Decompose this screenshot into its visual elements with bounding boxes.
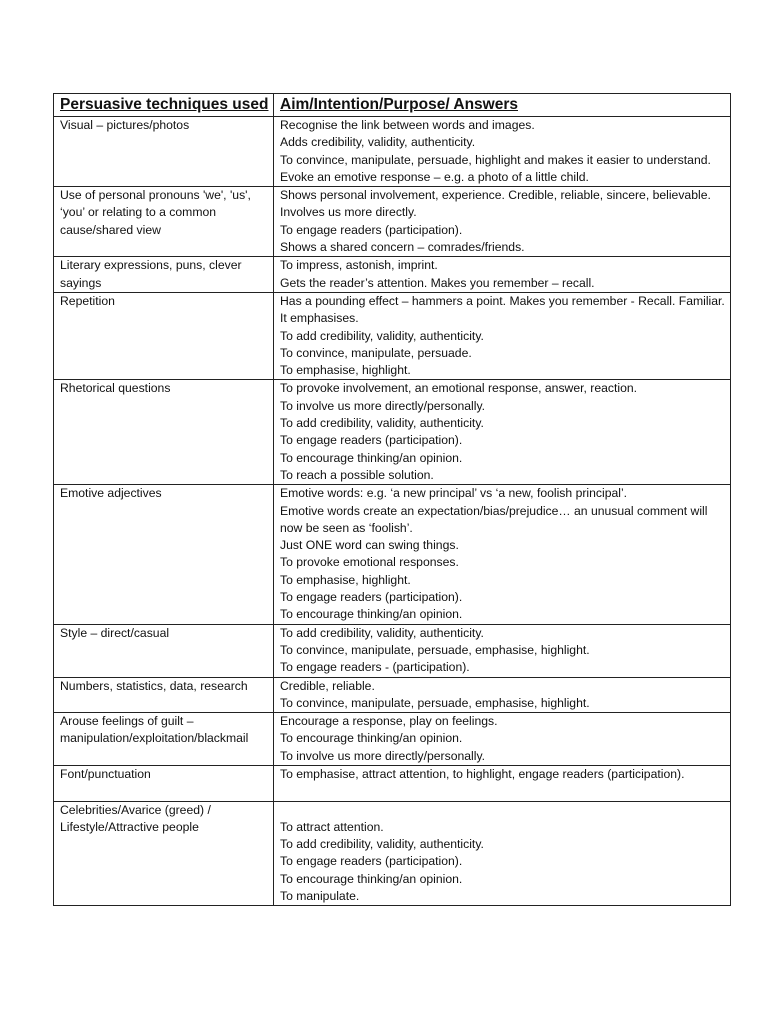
technique-cell: Arouse feelings of guilt – manipulation/exploitation/blackmail	[54, 713, 274, 766]
table-header-row	[54, 94, 731, 117]
aim-line: To add credibility, validity, authenticity.	[280, 328, 484, 343]
technique-cell: Celebrities/Avarice (greed) / Lifestyle/Attractive people	[54, 801, 274, 906]
aim-line: To emphasise, highlight.	[280, 572, 411, 587]
aim-line: To reach a possible solution.	[280, 467, 434, 482]
technique-cell: Rhetorical questions	[54, 380, 274, 485]
aim-line: To convince, manipulate, persuade.	[280, 345, 472, 360]
aim-line: To involve us more directly/personally.	[280, 748, 486, 763]
aim-line: To convince, manipulate, persuade, emphasise, highlight.	[280, 642, 590, 657]
header-techniques: Persuasive techniques used	[54, 94, 274, 117]
aim-line: To encourage thinking/an opinion.	[280, 871, 463, 886]
aim-line: Gets the reader’s attention. Makes you remember – recall.	[280, 275, 595, 290]
aim-line: To engage readers (participation).	[280, 433, 463, 448]
technique-cell: Numbers, statistics, data, research	[54, 677, 274, 713]
aim-line: Emotive words create an expectation/bias/prejudice… an unusual comment will now be seen as ‘foolish’.	[280, 503, 708, 535]
aim-line: To attract attention.	[280, 819, 384, 834]
technique-cell: Visual – pictures/photos	[54, 117, 274, 187]
table-row	[54, 485, 731, 624]
aim-line: Shows personal involvement, experience. Credible, reliable, sincere, believable.	[280, 188, 711, 203]
aim-line: To convince, manipulate, persuade, emphasise, highlight.	[280, 695, 590, 710]
aim-line	[280, 802, 726, 819]
aim-line: Credible, reliable.	[280, 678, 375, 693]
aim-line: Recognise the link between words and images.	[280, 118, 535, 132]
table-row	[54, 677, 731, 713]
aim-line: Shows a shared concern – comrades/friends.	[280, 240, 525, 255]
aim-line: To engage readers (participation).	[280, 854, 463, 869]
aim-line: Encourage a response, play on feelings.	[280, 714, 498, 729]
table-row	[54, 187, 731, 257]
table-row	[54, 292, 731, 379]
aim-line: To provoke involvement, an emotional response, answer, reaction.	[280, 381, 638, 396]
aim-line: To encourage thinking/an opinion.	[280, 607, 463, 622]
aims-cell	[274, 187, 731, 257]
aim-line: Evoke an emotive response – e.g. a photo of a little child.	[280, 169, 589, 184]
aim-line: To engage readers (participation).	[280, 222, 463, 237]
aims-cell	[274, 380, 731, 485]
aims-cell	[274, 677, 731, 713]
aim-line: To impress, astonish, imprint.	[280, 258, 438, 273]
aim-line: Has a pounding effect – hammers a point. Makes you remember - Recall. Familiar.	[280, 293, 725, 308]
aims-cell	[274, 292, 731, 379]
technique-cell: Repetition	[54, 292, 274, 379]
aim-line: To encourage thinking/an opinion.	[280, 731, 463, 746]
aims-cell	[274, 765, 731, 801]
table-row	[54, 380, 731, 485]
header-aims: Aim/Intention/Purpose/ Answers	[274, 94, 731, 117]
aim-line: To add credibility, validity, authenticity.	[280, 837, 484, 852]
aim-line: Emotive words: e.g. ‘a new principal’ vs ‘a new, foolish principal’.	[280, 486, 628, 501]
aim-line: To encourage thinking/an opinion.	[280, 450, 463, 465]
technique-cell: Font/punctuation	[54, 765, 274, 801]
aims-cell	[274, 117, 731, 187]
table-body	[54, 117, 731, 906]
table-row	[54, 801, 731, 906]
aims-cell	[274, 713, 731, 766]
aim-line: To add credibility, validity, authenticity.	[280, 625, 484, 640]
aim-line: To involve us more directly/personally.	[280, 398, 486, 413]
technique-cell: Literary expressions, puns, clever sayings	[54, 257, 274, 293]
aim-line: Adds credibility, validity, authenticity.	[280, 135, 476, 150]
aims-cell	[274, 801, 731, 906]
table-row	[54, 257, 731, 293]
persuasive-techniques-table	[53, 93, 731, 906]
aim-line: Just ONE word can swing things.	[280, 538, 459, 553]
aim-line: Involves us more directly.	[280, 205, 417, 220]
aims-cell	[274, 485, 731, 624]
technique-cell: Use of personal pronouns 'we', 'us', ‘you’ or relating to a common cause/shared view	[54, 187, 274, 257]
aims-cell	[274, 257, 731, 293]
aim-line: To manipulate.	[280, 889, 360, 904]
aim-line: To provoke emotional responses.	[280, 555, 459, 570]
aim-line: It emphasises.	[280, 311, 359, 326]
table-row	[54, 624, 731, 677]
table-row	[54, 117, 731, 187]
table-row	[54, 765, 731, 801]
aims-cell	[274, 624, 731, 677]
technique-cell: Emotive adjectives	[54, 485, 274, 624]
table-row	[54, 713, 731, 766]
aim-line	[280, 783, 726, 800]
technique-cell: Style – direct/casual	[54, 624, 274, 677]
aim-line: To add credibility, validity, authenticity.	[280, 416, 484, 431]
aim-line: To convince, manipulate, persuade, highlight and makes it easier to understand.	[280, 152, 711, 167]
aim-line: To engage readers - (participation).	[280, 660, 470, 675]
aim-line: To engage readers (participation).	[280, 590, 463, 605]
aim-line: To emphasise, attract attention, to highlight, engage readers (participation).	[280, 766, 685, 781]
aim-line: To emphasise, highlight.	[280, 363, 411, 378]
